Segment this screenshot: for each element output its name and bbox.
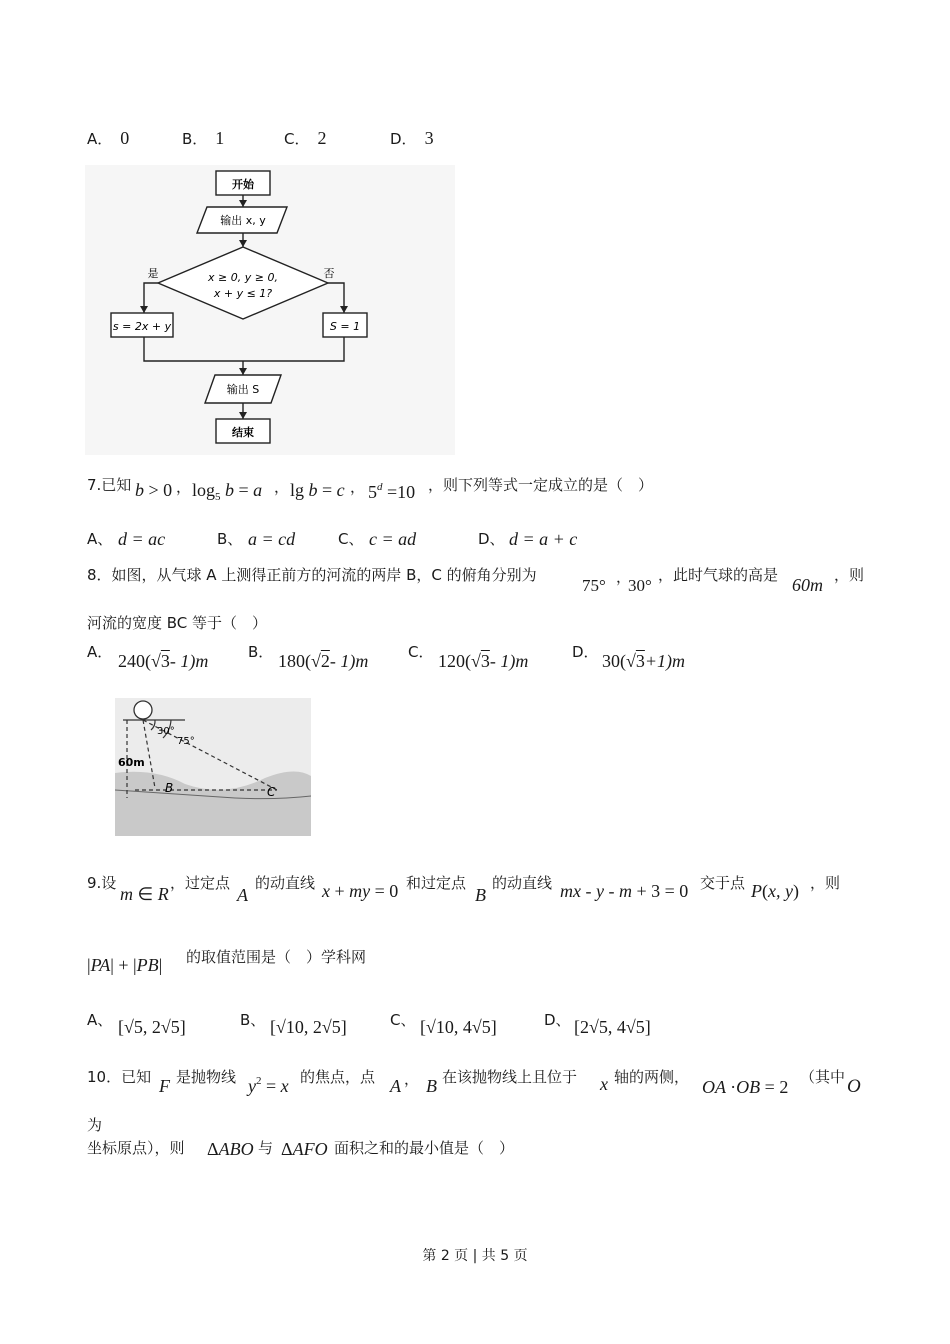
- balloon-angle-30: 30°: [157, 726, 175, 737]
- q10-line3b: 与: [258, 1139, 274, 1157]
- q7-cond-log: $\log_5 b = a$: [192, 480, 263, 503]
- q9-point-a: A: [237, 885, 248, 905]
- q7-option-d-label: D、: [478, 530, 505, 548]
- q10-parabola: $y^2 = x$: [248, 1075, 289, 1096]
- page-footer: 第 2 页 | 共 5 页: [422, 1248, 528, 1264]
- q9-m-in-r: m ∈ R: [120, 884, 169, 904]
- q8-text-3: ，则: [834, 566, 865, 584]
- q7-sep-1: ，: [176, 478, 192, 496]
- q7-option-b-label: B、: [217, 530, 243, 548]
- q9-point-b: B: [475, 885, 486, 905]
- q6-option-d: D． 3: [390, 128, 434, 148]
- q9-line-1: x + my = 0: [322, 881, 399, 901]
- q9-option-d-label: D、: [544, 1011, 571, 1029]
- q8-option-a-label: A．: [87, 643, 113, 661]
- q10-t2: 是抛物线: [176, 1068, 237, 1086]
- q8-option-b: 180(√2- 1)m: [278, 651, 369, 671]
- q9-prefix: 9.设: [87, 874, 117, 892]
- q8-line-2: 河流的宽度 BC 等于（ ）: [87, 614, 268, 632]
- q7-sep-3: ，: [350, 478, 366, 496]
- q10-t3: 的焦点，点: [300, 1068, 376, 1086]
- q7-option-c: c = ad: [369, 529, 417, 549]
- q10-sep: ，: [404, 1070, 420, 1088]
- q8-sep: ，: [616, 568, 632, 586]
- q10-t1: 10．已知: [87, 1068, 152, 1086]
- q8-option-d: 30(√3+1)m: [602, 651, 686, 671]
- q10-line3c: 面积之和的最小值是（ ）: [334, 1139, 515, 1157]
- q7-prefix: 7.已知: [87, 476, 132, 494]
- q8-angle-1: 75°: [582, 576, 606, 595]
- q10-line3a: 坐标原点），则: [87, 1139, 185, 1157]
- balloon-height-label: 60m: [118, 756, 145, 769]
- flow-cond-line1: x ≥ 0, y ≥ 0,: [208, 271, 278, 284]
- q10-o: O: [847, 1076, 861, 1097]
- q6-option-c: C． 2: [284, 128, 327, 148]
- q10-b: B: [426, 1076, 437, 1096]
- q9-t1: ，过定点: [170, 874, 231, 892]
- q7-cond-pow: $5^d =10$: [368, 481, 416, 502]
- q8-height: 60m: [792, 575, 823, 595]
- balloon-point-c: C: [267, 785, 276, 799]
- q9-t5: 交于点: [700, 874, 746, 892]
- q7-option-c-label: C、: [338, 530, 364, 548]
- q10-f: F: [159, 1076, 170, 1096]
- q9-option-a: [√5, 2√5]: [118, 1017, 186, 1037]
- q10-a: A: [390, 1076, 401, 1096]
- q9-option-d: [2√5, 4√5]: [574, 1017, 651, 1037]
- q9-t3: 和过定点: [406, 874, 467, 892]
- q10-t4: 在该抛物线上且位于: [442, 1068, 578, 1086]
- q10-line2: 为: [87, 1116, 103, 1134]
- q10-t5: 轴的两侧，: [614, 1068, 690, 1086]
- q10-x-axis: x: [600, 1074, 608, 1094]
- q9-point-p: P(x, y): [751, 881, 799, 901]
- q8-option-d-label: D．: [572, 643, 599, 661]
- q8-text-2: ，此时气球的高是: [658, 566, 779, 584]
- q10-dot-product: OA ·OB = 2: [702, 1077, 789, 1097]
- q7-sep-2: ，: [274, 478, 290, 496]
- q10-t6: （其中: [800, 1068, 846, 1086]
- flow-yes-label: 是: [147, 267, 159, 280]
- flow-input-text: 输出 x, y: [220, 214, 266, 227]
- flow-end-text: 结束: [232, 426, 254, 439]
- q9-line2-text: 的取值范围是（ ）学科网: [186, 948, 367, 966]
- q8-option-c: 120(√3- 1)m: [438, 651, 529, 671]
- q7-cond-b: b > 0: [135, 480, 173, 500]
- q7-option-d: d = a + c: [509, 529, 578, 549]
- q10-tri-afo: ΔAFO: [281, 1139, 328, 1159]
- q9-t6: ，则: [810, 874, 841, 892]
- q9-t2: 的动直线: [255, 874, 316, 892]
- flow-left-box-text: s = 2x + y: [112, 320, 172, 333]
- q7-option-b: a = cd: [248, 529, 296, 549]
- flow-output-text: 输出 S: [226, 383, 260, 396]
- flowchart-figure: [85, 165, 455, 455]
- q9-line-2: mx - y - m + 3 = 0: [560, 881, 689, 901]
- q9-option-b-label: B、: [240, 1011, 266, 1029]
- q7-suffix: ，则下列等式一定成立的是（ ）: [428, 476, 654, 494]
- flow-cond-line2: x + y ≤ 1?: [213, 287, 273, 300]
- balloon-angle-75: 75°: [177, 736, 195, 747]
- flow-start-text: 开始: [232, 178, 254, 191]
- q8-option-b-label: B．: [248, 643, 274, 661]
- q6-option-a: A． 0: [87, 128, 130, 148]
- q7-cond-lg: lg b = c: [290, 480, 345, 500]
- flow-right-box-text: S = 1: [329, 320, 361, 333]
- q9-option-a-label: A、: [87, 1011, 113, 1029]
- q9-option-c: [√10, 4√5]: [420, 1017, 497, 1037]
- balloon-point-b: B: [165, 781, 174, 795]
- q10-tri-abo: ΔABO: [207, 1139, 254, 1159]
- q8-option-a: 240(√3- 1)m: [118, 651, 209, 671]
- q9-t4: 的动直线: [492, 874, 553, 892]
- q9-option-b: [√10, 2√5]: [270, 1017, 347, 1037]
- q8-text-1: 8．如图，从气球 A 上测得正前方的河流的两岸 B，C 的俯角分别为: [87, 566, 537, 584]
- q7-option-a: d = ac: [118, 529, 166, 549]
- flow-no-label: 否: [323, 267, 335, 280]
- q7-option-a-label: A、: [87, 530, 113, 548]
- q9-option-c-label: C、: [390, 1011, 416, 1029]
- q8-angle-2: 30°: [628, 576, 652, 595]
- q6-option-b: B． 1: [182, 128, 225, 148]
- q9-expr-sum: |PA| + |PB|: [87, 955, 163, 975]
- q8-option-c-label: C．: [408, 643, 434, 661]
- balloon-figure: [115, 698, 311, 836]
